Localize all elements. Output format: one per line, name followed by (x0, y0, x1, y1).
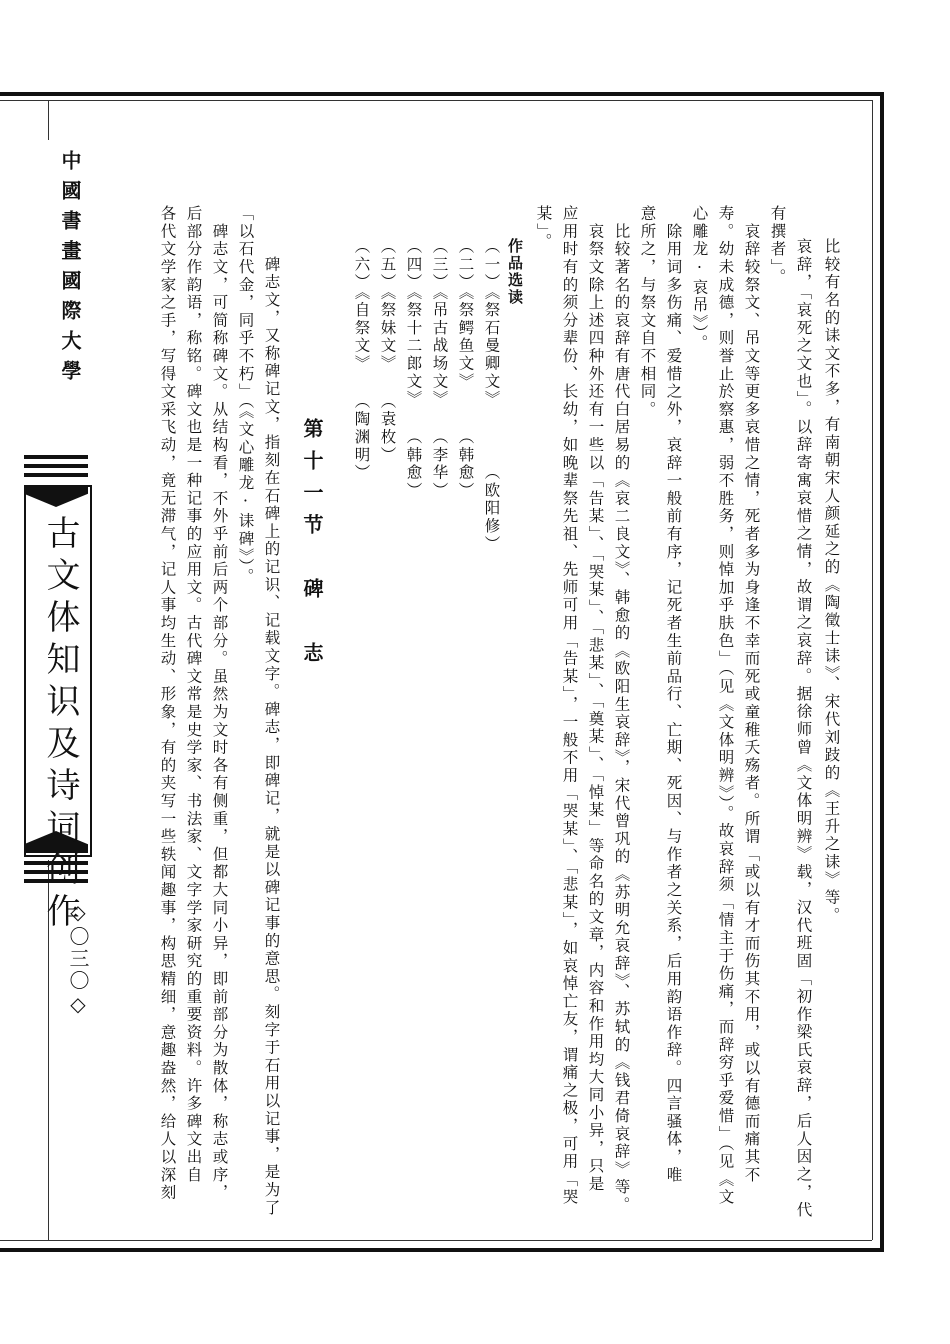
text-column: 「以石代金，同乎不朽」（《文心雕龙·诔碑》）。 (236, 205, 255, 586)
text-column: 比较著名的哀辞有唐代白居易的《哀二良文》、韩愈的《欧阳生哀辞》，宋代曾巩的《苏明允哀辞》、苏轼的《钱君倚哀辞》等。 (612, 205, 631, 1215)
works-list-item: （三）《吊古战场文》 （李华） (430, 238, 449, 500)
running-head: 中國書畫國際大學 (58, 150, 82, 390)
text-column: 后部分作韵语，称铭。碑文也是一种记事的应用文。古代碑文常是史学家、书法家、文字学家研究的重要资料。许多碑文出自 (184, 205, 203, 1184)
works-list-item: （五）《祭妹文》 （袁枚） (378, 238, 397, 464)
text-column: 哀辞，「哀死之文也」。以辞寄寓哀惜之情，故谓之哀辞。据徐师曾《文体明辨》载，汉代班固「初作梁氏哀辞，后人因之，代 (794, 238, 813, 1220)
inner-top-border (0, 100, 872, 101)
text-column: 各代文学家之手，写得文采飞动，竟无滞气，记人事均生动、形象，有的夹写一些轶闻趣事，构思精细，意趣盎然，给人以深刻 (158, 205, 177, 1202)
frame-top-border (0, 92, 884, 96)
works-heading: 作品选读 (506, 238, 524, 306)
inner-bottom-border (0, 1240, 872, 1241)
text-column: 哀祭文除上述四种外还有一些以「告某」、「哭某」、「悲某」、「奠某」、「悼某」等命名的文章，内容和作用均大同小异，只是 (586, 205, 605, 1194)
text-column: 哀辞较祭文、吊文等更多哀惜之情，死者多为身逢不幸而死或童稚夭殇者。所谓「或以有才而伤其不用，或以有德而痛其不 (742, 205, 761, 1184)
text-column: 寿。幼未成德，则誉止於察惠，弱不胜务，则悼加乎肤色」（见《文体明辨》）。故哀辞须「情主于伤痛，而辞穷乎爱惜」（见《文 (716, 205, 735, 1207)
text-column: 碑志文，可简称碑文。从结构看，不外乎前后两个部分。虽然为文时各有侧重，但都大同小异，即前部分为散体，称志或序， (210, 205, 229, 1202)
frame-bottom-border (0, 1248, 884, 1252)
section-heading: 第十一节 碑 志 (300, 418, 324, 674)
text-column: 意所之，与祭文自不相同。 (638, 205, 657, 419)
text-column: 碑志文，又称碑记文，指刻在石碑上的记识、记载文字。碑志，即碑记，就是以碑记事的意思。刻字于石用以记事，是为了 (262, 238, 281, 1217)
works-list-item: （二）《祭鳄鱼文》 （韩愈） (456, 238, 475, 500)
frame-right-border (880, 92, 884, 1252)
text-column: 有撰者」。 (768, 205, 787, 287)
works-list-item: （一）《祭石曼卿文》 （欧阳修） (482, 238, 501, 553)
works-list-item: （四）《祭十二郎文》 （韩愈） (404, 238, 423, 500)
page-number: ◇〇三〇◇ (66, 900, 90, 1018)
works-list-item: （六）《自祭文》 （陶渊明） (352, 238, 371, 482)
book-title: 古文体知识及诗词创作 (40, 515, 80, 935)
text-column: 心雕龙·哀吊》）。 (690, 205, 709, 353)
inner-right-border (872, 100, 873, 1240)
text-column: 除用词多伤痛、爱惜之外，哀辞一般前有序，记死者生前品行、亡期、死因、与作者之关系，后用韵语作辞。四言骚体，唯 (664, 205, 683, 1184)
text-column: 应用时有的须分辈份、长幼，如晚辈祭先祖、先师可用「告某」，一般不用「哭某」、「悲某」，如哀悼亡友，谓痛之极，可用「哭 (560, 205, 579, 1207)
spine-rule-top (48, 100, 49, 140)
text-column: 比较有名的诔文不多，有南朝宋人颜延之的《陶徵士诔》、宋代刘跂的《王升之诔》等。 (822, 238, 841, 925)
text-column: 某」。 (534, 205, 553, 251)
